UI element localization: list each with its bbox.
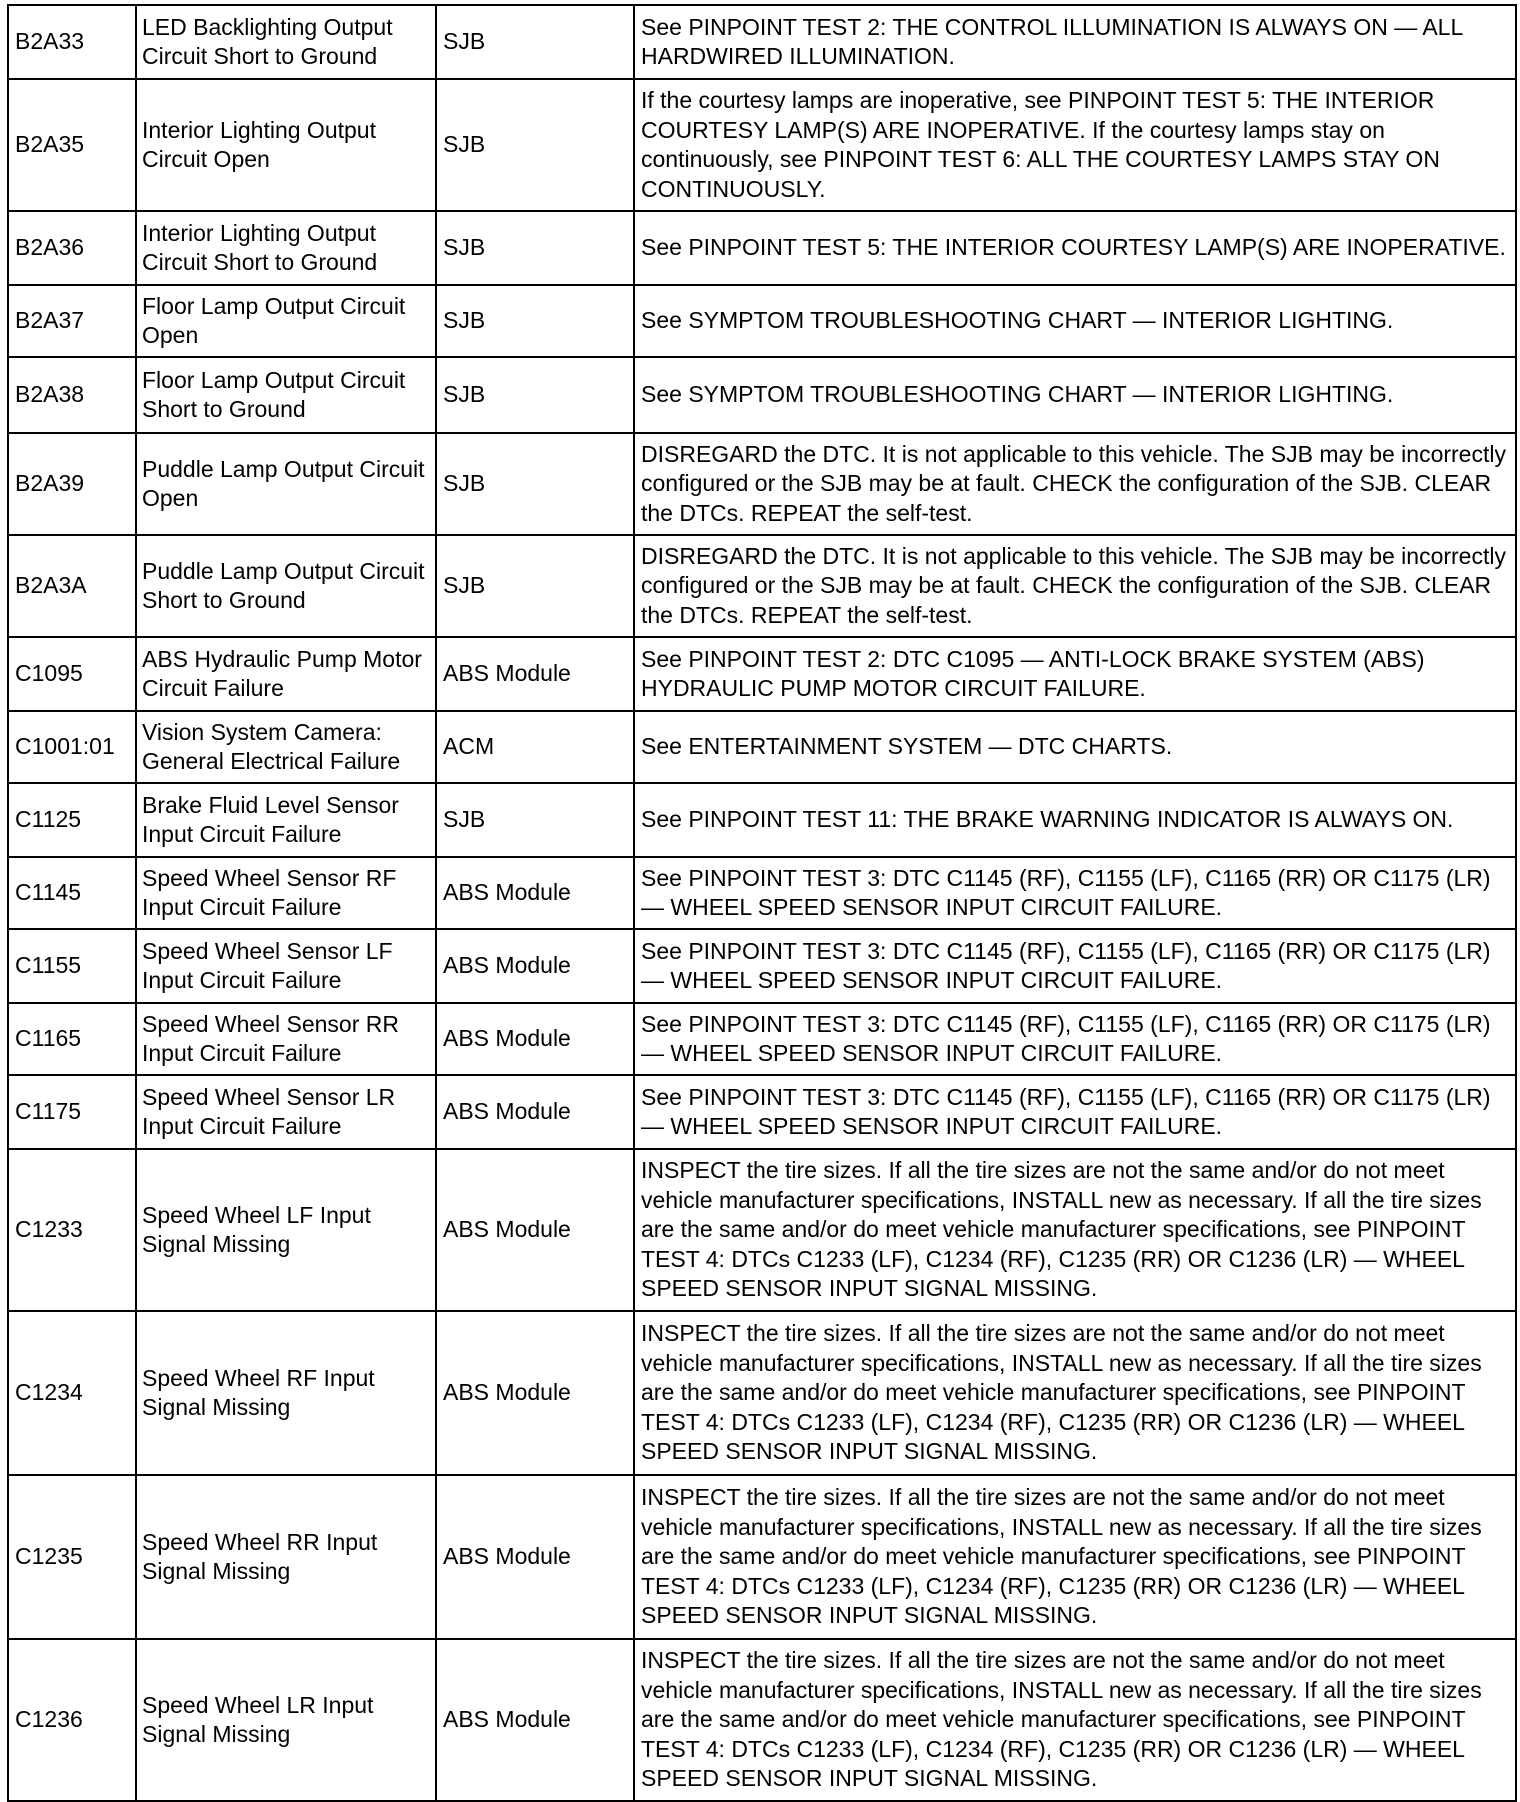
table-row [8,211,1516,285]
action-cell: DISREGARD the DTC. It is not applicable to this vehicle. The SJB may be incorrectly configured or the SJB may be at fault. CHECK the configuration of the SJB. CLEAR the DTCs. REPEAT the self-test. [634,433,1516,535]
dtc-description-cell: Vision System Camera: General Electrical Failure [136,711,436,783]
dtc-code-cell: C1165 [8,1003,136,1075]
table-row [8,433,1516,535]
module-cell: SJB [436,535,634,637]
dtc-table [7,4,1517,1802]
table-row [8,1639,1516,1801]
dtc-description-cell: Speed Wheel Sensor RF Input Circuit Failure [136,857,436,929]
table-row [8,929,1516,1003]
module-cell: SJB [436,433,634,535]
module-cell: ABS Module [436,929,634,1003]
action-cell: See PINPOINT TEST 3: DTC C1145 (RF), C1155 (LF), C1165 (RR) OR C1175 (LR) — WHEEL SPEED SENSOR INPUT CIRCUIT FAILURE. [634,857,1516,929]
table-row [8,535,1516,637]
dtc-code-cell: B2A38 [8,357,136,433]
module-cell: SJB [436,357,634,433]
dtc-code-cell: C1145 [8,857,136,929]
table-row [8,1475,1516,1639]
dtc-code-cell: C1095 [8,637,136,711]
dtc-description-cell: Speed Wheel Sensor RR Input Circuit Failure [136,1003,436,1075]
action-cell: If the courtesy lamps are inoperative, see PINPOINT TEST 5: THE INTERIOR COURTESY LAMP(S) ARE INOPERATIVE. If the courtesy lamps stay on continuously, see PINPOINT TEST 6: ALL THE COURTESY LAMPS STAY ON CONTINUOUSLY. [634,79,1516,211]
table-row [8,711,1516,783]
dtc-code-cell: B2A39 [8,433,136,535]
module-cell: ABS Module [436,1475,634,1639]
table-row [8,1311,1516,1475]
action-cell: See PINPOINT TEST 2: THE CONTROL ILLUMINATION IS ALWAYS ON — ALL HARDWIRED ILLUMINATION. [634,5,1516,79]
dtc-code-cell: C1234 [8,1311,136,1475]
table-row [8,1075,1516,1149]
dtc-description-cell: Speed Wheel LF Input Signal Missing [136,1149,436,1311]
module-cell: ABS Module [436,1639,634,1801]
module-cell: SJB [436,783,634,857]
dtc-description-cell: Brake Fluid Level Sensor Input Circuit Failure [136,783,436,857]
module-cell: SJB [436,285,634,357]
table-row [8,783,1516,857]
dtc-code-cell: B2A37 [8,285,136,357]
module-cell: ABS Module [436,1311,634,1475]
dtc-code-cell: C1155 [8,929,136,1003]
action-cell: See PINPOINT TEST 3: DTC C1145 (RF), C1155 (LF), C1165 (RR) OR C1175 (LR) — WHEEL SPEED SENSOR INPUT CIRCUIT FAILURE. [634,1003,1516,1075]
dtc-code-cell: C1236 [8,1639,136,1801]
module-cell: ABS Module [436,1075,634,1149]
dtc-description-cell: Interior Lighting Output Circuit Short to Ground [136,211,436,285]
dtc-description-cell: ABS Hydraulic Pump Motor Circuit Failure [136,637,436,711]
dtc-table-body [8,5,1516,1801]
dtc-description-cell: Speed Wheel RR Input Signal Missing [136,1475,436,1639]
table-row [8,285,1516,357]
module-cell: ABS Module [436,1003,634,1075]
action-cell: See PINPOINT TEST 11: THE BRAKE WARNING INDICATOR IS ALWAYS ON. [634,783,1516,857]
dtc-code-cell: B2A33 [8,5,136,79]
dtc-code-cell: C1125 [8,783,136,857]
table-row [8,357,1516,433]
dtc-description-cell: LED Backlighting Output Circuit Short to Ground [136,5,436,79]
action-cell: INSPECT the tire sizes. If all the tire sizes are not the same and/or do not meet vehicle manufacturer specifications, INSTALL new as necessary. If all the tire sizes are the same and/or do meet vehicle manufacturer specifications, see PINPOINT TEST 4: DTCs C1233 (LF), C1234 (RF), C1235 (RR) OR C1236 (LR) — WHEEL SPEED SENSOR INPUT SIGNAL MISSING. [634,1639,1516,1801]
dtc-description-cell: Speed Wheel Sensor LR Input Circuit Failure [136,1075,436,1149]
module-cell: ABS Module [436,1149,634,1311]
action-cell: See SYMPTOM TROUBLESHOOTING CHART — INTERIOR LIGHTING. [634,357,1516,433]
dtc-description-cell: Puddle Lamp Output Circuit Short to Ground [136,535,436,637]
module-cell: ACM [436,711,634,783]
dtc-code-cell: C1235 [8,1475,136,1639]
table-row [8,637,1516,711]
dtc-description-cell: Floor Lamp Output Circuit Short to Ground [136,357,436,433]
table-row [8,857,1516,929]
action-cell: See PINPOINT TEST 5: THE INTERIOR COURTESY LAMP(S) ARE INOPERATIVE. [634,211,1516,285]
table-row [8,1003,1516,1075]
action-cell: See PINPOINT TEST 3: DTC C1145 (RF), C1155 (LF), C1165 (RR) OR C1175 (LR) — WHEEL SPEED SENSOR INPUT CIRCUIT FAILURE. [634,1075,1516,1149]
dtc-code-cell: B2A35 [8,79,136,211]
action-cell: INSPECT the tire sizes. If all the tire sizes are not the same and/or do not meet vehicle manufacturer specifications, INSTALL new as necessary. If all the tire sizes are the same and/or do meet vehicle manufacturer specifications, see PINPOINT TEST 4: DTCs C1233 (LF), C1234 (RF), C1235 (RR) OR C1236 (LR) — WHEEL SPEED SENSOR INPUT SIGNAL MISSING. [634,1311,1516,1475]
table-row [8,5,1516,79]
module-cell: SJB [436,211,634,285]
table-row [8,79,1516,211]
dtc-description-cell: Interior Lighting Output Circuit Open [136,79,436,211]
module-cell: SJB [436,5,634,79]
action-cell: See ENTERTAINMENT SYSTEM — DTC CHARTS. [634,711,1516,783]
action-cell: INSPECT the tire sizes. If all the tire sizes are not the same and/or do not meet vehicle manufacturer specifications, INSTALL new as necessary. If all the tire sizes are the same and/or do meet vehicle manufacturer specifications, see PINPOINT TEST 4: DTCs C1233 (LF), C1234 (RF), C1235 (RR) OR C1236 (LR) — WHEEL SPEED SENSOR INPUT SIGNAL MISSING. [634,1475,1516,1639]
dtc-code-cell: C1001:01 [8,711,136,783]
dtc-description-cell: Speed Wheel RF Input Signal Missing [136,1311,436,1475]
dtc-code-cell: B2A36 [8,211,136,285]
dtc-description-cell: Speed Wheel Sensor LF Input Circuit Failure [136,929,436,1003]
dtc-description-cell: Floor Lamp Output Circuit Open [136,285,436,357]
table-row [8,1149,1516,1311]
dtc-description-cell: Puddle Lamp Output Circuit Open [136,433,436,535]
dtc-description-cell: Speed Wheel LR Input Signal Missing [136,1639,436,1801]
action-cell: See SYMPTOM TROUBLESHOOTING CHART — INTERIOR LIGHTING. [634,285,1516,357]
dtc-code-cell: C1233 [8,1149,136,1311]
action-cell: See PINPOINT TEST 2: DTC C1095 — ANTI-LOCK BRAKE SYSTEM (ABS) HYDRAULIC PUMP MOTOR CIRCUIT FAILURE. [634,637,1516,711]
dtc-code-cell: B2A3A [8,535,136,637]
module-cell: ABS Module [436,637,634,711]
action-cell: DISREGARD the DTC. It is not applicable to this vehicle. The SJB may be incorrectly configured or the SJB may be at fault. CHECK the configuration of the SJB. CLEAR the DTCs. REPEAT the self-test. [634,535,1516,637]
module-cell: SJB [436,79,634,211]
action-cell: INSPECT the tire sizes. If all the tire sizes are not the same and/or do not meet vehicle manufacturer specifications, INSTALL new as necessary. If all the tire sizes are the same and/or do meet vehicle manufacturer specifications, see PINPOINT TEST 4: DTCs C1233 (LF), C1234 (RF), C1235 (RR) OR C1236 (LR) — WHEEL SPEED SENSOR INPUT SIGNAL MISSING. [634,1149,1516,1311]
dtc-code-cell: C1175 [8,1075,136,1149]
module-cell: ABS Module [436,857,634,929]
action-cell: See PINPOINT TEST 3: DTC C1145 (RF), C1155 (LF), C1165 (RR) OR C1175 (LR) — WHEEL SPEED SENSOR INPUT CIRCUIT FAILURE. [634,929,1516,1003]
